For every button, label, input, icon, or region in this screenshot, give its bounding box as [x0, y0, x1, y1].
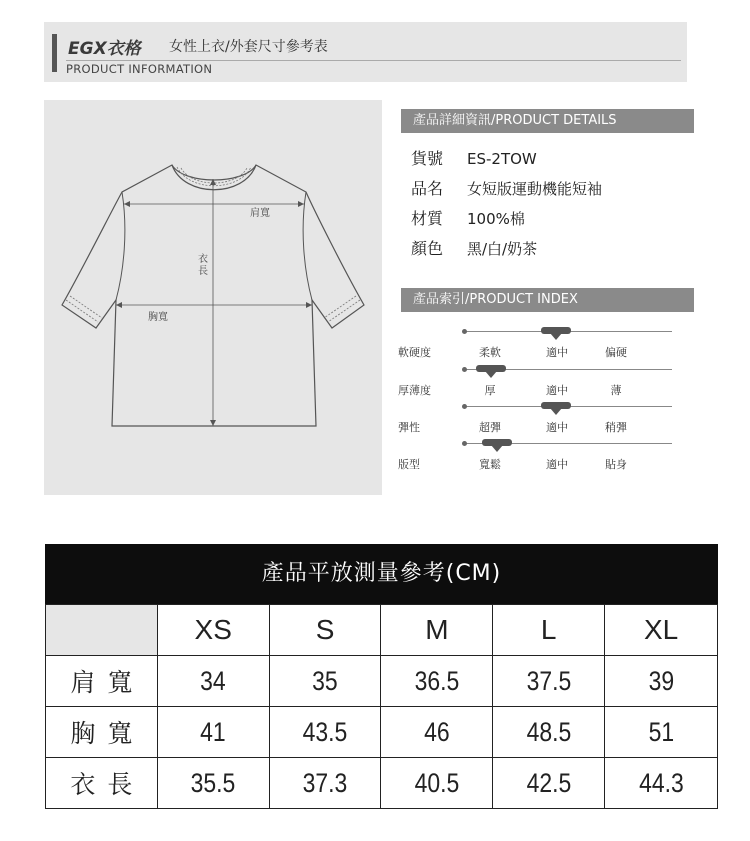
shoulder-label: 肩寬	[250, 208, 270, 219]
index-option: 薄	[610, 384, 622, 397]
size-header-row	[46, 605, 718, 656]
index-option: 偏硬	[605, 346, 627, 359]
page-header	[44, 22, 687, 82]
detail-row-item-number	[411, 146, 537, 169]
brand-logo: EGX衣格	[68, 39, 141, 59]
index-option: 厚	[484, 384, 496, 397]
index-marker-icon	[541, 327, 571, 334]
detail-value: ES-2TOW	[467, 150, 537, 168]
header-accent-bar	[52, 34, 57, 72]
length-label: 衣長	[198, 254, 208, 277]
measurement-cell: 35.5	[166, 758, 261, 809]
product-details-heading: 產品詳細資訊/PRODUCT DETAILS	[401, 109, 694, 133]
detail-key: 品名	[411, 179, 444, 198]
size-table-title: 產品平放測量參考(CM)	[45, 544, 718, 604]
index-scale-start-dot	[462, 404, 467, 409]
index-row-softness	[398, 331, 698, 371]
size-table-grid	[45, 604, 718, 809]
table-corner-cell	[46, 605, 158, 656]
size-header-cell: XS	[157, 605, 269, 656]
index-option: 寬鬆	[479, 458, 501, 471]
size-header-cell: S	[269, 605, 381, 656]
index-scale-start-dot	[462, 441, 467, 446]
measurement-cell: 37.5	[501, 656, 596, 707]
detail-row-product-name	[411, 176, 602, 199]
measurement-cell: 34	[166, 656, 261, 707]
row-header-cell: 胸寬	[46, 707, 158, 758]
measurement-cell: 37.3	[278, 758, 373, 809]
index-label: 版型	[398, 458, 420, 471]
table-row	[46, 656, 718, 707]
index-marker-icon	[541, 402, 571, 409]
index-option: 適中	[546, 384, 568, 397]
page-title: 女性上衣/外套尺寸參考表	[169, 39, 328, 55]
header-divider	[66, 60, 681, 61]
detail-value: 黑/白/奶茶	[467, 240, 538, 258]
measurement-cell: 42.5	[501, 758, 596, 809]
index-option: 超彈	[479, 421, 501, 434]
index-scale-start-dot	[462, 367, 467, 372]
measurement-cell: 44.3	[613, 758, 709, 809]
detail-row-material	[411, 206, 525, 229]
tshirt-outline-icon	[44, 100, 382, 495]
measurement-cell: 46	[389, 707, 484, 758]
page-subtitle: PRODUCT INFORMATION	[66, 62, 213, 76]
index-row-fit	[398, 443, 698, 483]
chest-label: 胸寬	[148, 312, 168, 323]
index-option: 柔軟	[479, 346, 501, 359]
row-header-cell: 衣長	[46, 758, 158, 809]
table-row	[46, 758, 718, 809]
measurement-cell: 40.5	[389, 758, 484, 809]
detail-key: 材質	[411, 209, 444, 228]
measurement-cell: 39	[613, 656, 709, 707]
size-table	[45, 544, 718, 809]
index-marker-icon	[476, 365, 506, 372]
measurement-cell: 41	[166, 707, 261, 758]
size-header-cell: XL	[605, 605, 718, 656]
product-index-heading: 產品索引/PRODUCT INDEX	[401, 288, 694, 312]
index-row-elasticity	[398, 406, 698, 446]
index-label: 軟硬度	[398, 346, 431, 359]
detail-value: 100%棉	[467, 210, 525, 228]
index-marker-icon	[482, 439, 512, 446]
detail-key: 貨號	[411, 149, 444, 168]
measurement-cell: 48.5	[501, 707, 596, 758]
measurement-cell: 51	[613, 707, 709, 758]
detail-value: 女短版運動機能短袖	[467, 180, 603, 198]
size-header-cell: M	[381, 605, 493, 656]
index-scale-start-dot	[462, 329, 467, 334]
detail-key: 顏色	[411, 239, 444, 258]
measurement-cell: 35	[278, 656, 373, 707]
index-label: 彈性	[398, 421, 420, 434]
measurement-cell: 36.5	[389, 656, 484, 707]
detail-row-color	[411, 236, 537, 259]
table-row	[46, 707, 718, 758]
size-header-cell: L	[493, 605, 605, 656]
index-option: 貼身	[605, 458, 627, 471]
row-header-cell: 肩寬	[46, 656, 158, 707]
index-option: 適中	[546, 346, 568, 359]
index-option: 稍彈	[605, 421, 627, 434]
garment-diagram	[44, 100, 382, 495]
index-label: 厚薄度	[398, 384, 431, 397]
measurement-cell: 43.5	[278, 707, 373, 758]
index-option: 適中	[546, 421, 568, 434]
index-option: 適中	[546, 458, 568, 471]
